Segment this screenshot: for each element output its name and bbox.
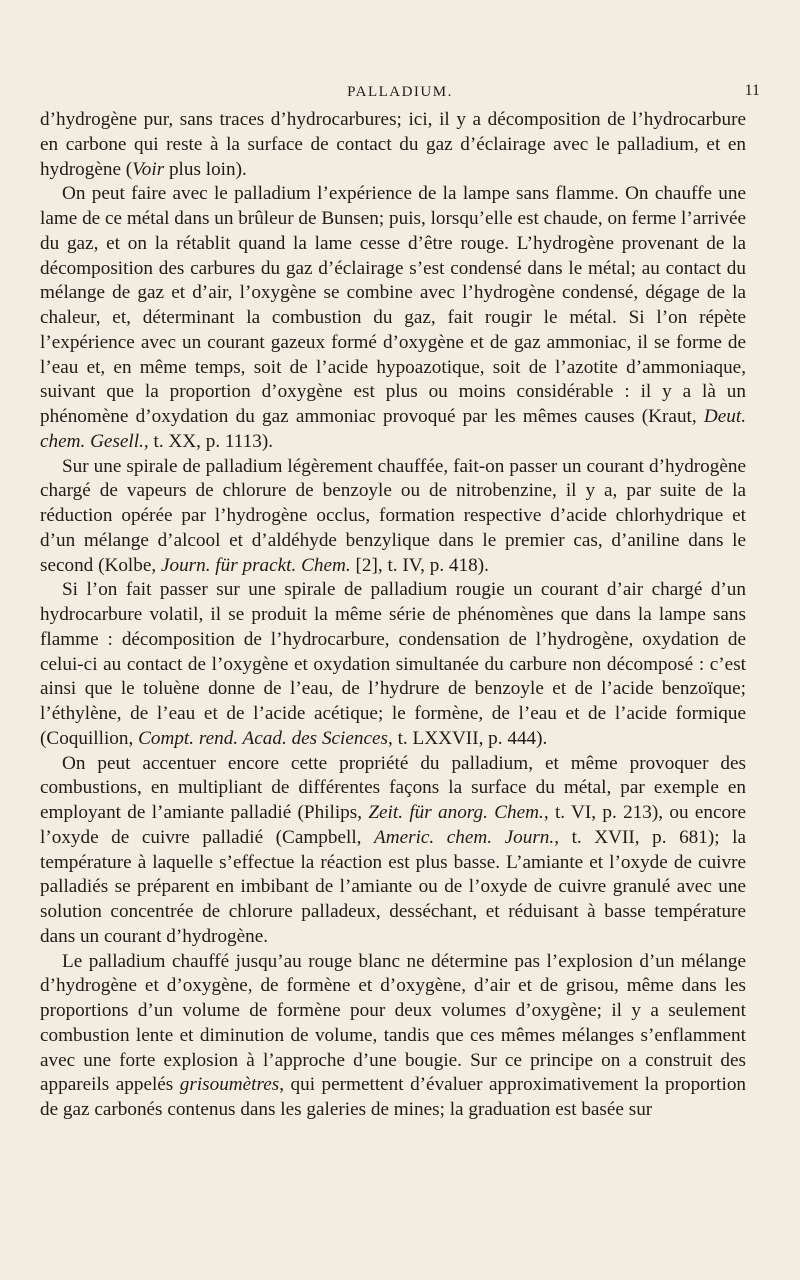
paragraph [40,108,746,182]
page-number: 11 [744,82,760,99]
text-run: On peut accentuer encore cette propriété du palladium, et même provoquer des combustions, en multipliant de différentes façons la surface du métal, par exemple en employant de l’amiante palladié (Philips, [40,752,746,823]
paragraph [40,182,746,454]
text-run: d’hydrogène pur, sans traces d’hydrocarbures; ici, il y a décomposition de l’hydrocarbure en carbone qui reste à la surface de contact du gaz d’éclairage avec le palladium, et en hydrogène ( [40,109,746,180]
text-run: plus loin). [164,158,247,180]
text-run: On peut faire avec le palladium l’expérience de la lampe sans flamme. On chauffe une lame de ce métal dans un brûleur de Bunsen; puis, lorsqu’elle est chaude, on ferme l’arrivée du gaz, et on la rétablit quand la lame cesse d’être rouge. L’hydrogène provenant de la décomposition des carbures du gaz d’éclairage s’est condensé dans le métal; au contact du mélange de gaz et d’air, l’oxygène se combine avec l’hydrogène condensé, dégage de la chaleur, et, déterminant la combustion du gaz, fait rougir le métal. Si l’on répète l’expérience avec un courant gazeux formé d’oxygène et de gaz ammoniac, il se forme de l’eau et, en même temps, soit de l’acide hypoazotique, soit de l’azotite d’ammoniaque, suivant que la proportion d’oxygène est plus ou moins considérable : il y a là un phénomène d’oxydation du gaz ammoniac provoqué par les mêmes causes (Kraut, [40,183,746,427]
text-run: , t. VI, p. 213), ou encore l’oxyde de cuivre palladié (Campbell, [40,802,746,848]
text-run: , t. LXXVII, p. 444). [388,727,548,749]
italic-text: Zeit. für anorg. Chem. [368,802,544,823]
text-run: [2], t. IV, p. 418). [350,554,489,576]
paragraph [40,752,746,950]
italic-text: Deut. chem. Gesell. [40,406,746,452]
text-run: , t. XVII, p. 681); la température à laquelle s’effectue la réaction est plus basse. L’amiante et l’oxyde de cuivre palladiés se préparent en imbibant de l’amiante ou de l’oxyde de cuivre granulé avec une solution concentrée de chlorure palladeux, desséchant, et réduisant à basse température dans un courant d’hydrogène. [40,826,746,947]
text-run: , qui permettent d’évaluer approximativement la proportion de gaz carbonés contenus dans les galeries de mines; la graduation est basée sur [40,1074,747,1120]
text-run: Si l’on fait passer sur une spirale de palladium rougie un courant d’air chargé d’un hydrocarbure volatil, il se produit la même série de phénomènes que dans la lampe sans flamme : décomposition de l’hydrocarbure, condensation de l’hydrogène, oxydation de celui-ci au contact de l’oxygène et oxydation simultanée du carbure non décomposé : c’est ainsi que le toluène donne de l’eau, de l’hydrure de benzoyle et de l’acide benzoïque; l’éthylène, de l’eau et de l’acide acétique; le formène, de l’eau et de l’acide formique (Coquillion, [40,579,746,749]
body-text [40,108,746,1123]
italic-text: Voir [132,158,165,180]
italic-text: Journ. für prackt. Chem. [160,554,351,576]
paragraph [40,455,746,579]
italic-text: grisoumètres [179,1074,280,1096]
paragraph [40,578,746,751]
paragraph [40,950,746,1123]
running-head [40,84,760,106]
text-run: Sur une spirale de palladium légèrement chauffée, fait-on passer un courant d’hydrogène chargé de vapeurs de chlorure de benzoyle ou de nitrobenzine, il y a, par suite de la réduction opérée par l’hydrogène occlus, formation respective d’acide chlorhydrique et d’un mélange d’alcool et d’aldéhyde benzylique dans le premier cas, d’aniline dans le second (Kolbe, [40,455,746,576]
text-run: Le palladium chauffé jusqu’au rouge blanc ne détermine pas l’explosion d’un mélange d’hydrogène et d’oxygène, de formène et d’oxygène, d’air et de grisou, même dans les proportions d’un volume de formène pour deux volumes d’oxygène; il y a seulement combustion lente et diminution de volume, tandis que ces mêmes mélanges s’enflamment avec une forte explosion à l’approche d’une bougie. Sur ce principe on a construit des appareils appelés [40,950,746,1096]
text-run: , t. XX, p. 1113). [143,430,274,452]
running-title: PALLADIUM. [347,84,453,100]
italic-text: Americ. chem. Journ. [374,826,555,848]
italic-text: Compt. rend. Acad. des Sciences [138,727,388,749]
